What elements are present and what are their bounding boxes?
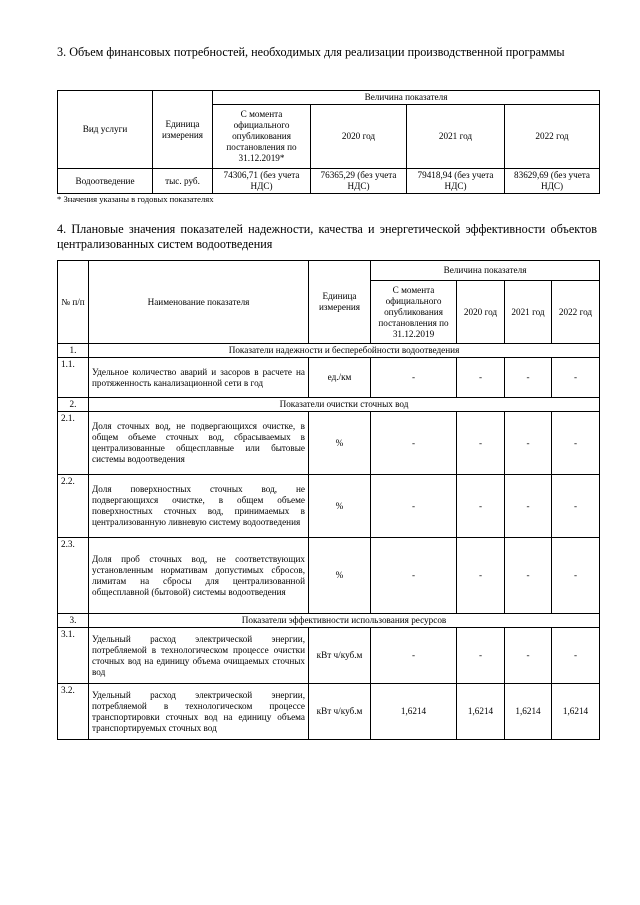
header-name: Наименование показателя bbox=[89, 261, 309, 344]
header-service: Вид услуги bbox=[58, 91, 153, 169]
row-2020: - bbox=[457, 412, 505, 475]
row-unit: % bbox=[309, 475, 371, 538]
header-since: С момента официального опубликования постановления по 31.12.2019 bbox=[371, 281, 457, 344]
row-2020: - bbox=[457, 538, 505, 614]
row-name: Доля поверхностных сточных вод, не подвергающихся очистке, в общем объеме поверхностных сточных вод, принимаемых в централизованную ливневую систему водоотведения bbox=[89, 475, 309, 538]
section3-title: 3. Объем финансовых потребностей, необходимых для реализации производственной программы bbox=[57, 45, 565, 59]
header-indicator: Величина показателя bbox=[371, 261, 600, 281]
header-indicator: Величина показателя bbox=[213, 91, 600, 105]
row-num: 2.3. bbox=[58, 538, 89, 614]
row-2021: - bbox=[505, 412, 552, 475]
table-row bbox=[58, 169, 600, 194]
table-row bbox=[58, 358, 600, 398]
footnote: * Значения указаны в годовых показателях bbox=[57, 194, 214, 204]
row-name: Удельный расход электрической энергии, потребляемой в технологическом процессе транспортировки сточных вод на единицу объема транспортируемых сточных вод bbox=[89, 684, 309, 740]
table-row bbox=[58, 412, 600, 475]
row-2021: - bbox=[505, 358, 552, 398]
row-num: 3.1. bbox=[58, 628, 89, 684]
group-num: 2. bbox=[58, 398, 89, 412]
group-num: 3. bbox=[58, 614, 89, 628]
row-name: Удельное количество аварий и засоров в расчете на протяженность канализационной сети в год bbox=[89, 358, 309, 398]
row-2022: 1,6214 bbox=[552, 684, 600, 740]
table-row bbox=[58, 538, 600, 614]
table-row bbox=[58, 684, 600, 740]
group-row bbox=[58, 614, 600, 628]
row-since: - bbox=[371, 538, 457, 614]
group-row bbox=[58, 344, 600, 358]
row-num: 3.2. bbox=[58, 684, 89, 740]
row-2020: - bbox=[457, 628, 505, 684]
section4-title: 4. Плановые значения показателей надежности, качества и энергетической эффективности объектов централизованных систем водоотведения bbox=[57, 222, 597, 251]
header-2020: 2020 год bbox=[311, 105, 407, 169]
row-2020: 1,6214 bbox=[457, 684, 505, 740]
row-since: - bbox=[371, 412, 457, 475]
header-2022: 2022 год bbox=[552, 281, 600, 344]
row-unit: % bbox=[309, 412, 371, 475]
indicators-table bbox=[57, 260, 600, 740]
row-num: 1.1. bbox=[58, 358, 89, 398]
row-name: Удельный расход электрической энергии, потребляемой в технологическом процессе очистки сточных вод на единицу объема очищаемых сточных вод bbox=[89, 628, 309, 684]
cell-unit: тыс. руб. bbox=[153, 169, 213, 194]
table-row bbox=[58, 628, 600, 684]
row-2022: - bbox=[552, 538, 600, 614]
cell-service: Водоотведение bbox=[58, 169, 153, 194]
row-2022: - bbox=[552, 475, 600, 538]
row-2021: - bbox=[505, 475, 552, 538]
row-2021: 1,6214 bbox=[505, 684, 552, 740]
cell-since: 74306,71 (без учета НДС) bbox=[213, 169, 311, 194]
row-name: Доля проб сточных вод, не соответствующих установленным нормативам допустимых сбросов, лимитам на сбросы для централизованной общесплавной (бытовой) системы водоотведения bbox=[89, 538, 309, 614]
header-num: № п/п bbox=[58, 261, 89, 344]
row-2022: - bbox=[552, 358, 600, 398]
header-2021: 2021 год bbox=[505, 281, 552, 344]
row-since: - bbox=[371, 475, 457, 538]
group-title: Показатели эффективности использования ресурсов bbox=[89, 614, 600, 628]
row-num: 2.2. bbox=[58, 475, 89, 538]
header-2021: 2021 год bbox=[407, 105, 505, 169]
row-num: 2.1. bbox=[58, 412, 89, 475]
group-row bbox=[58, 398, 600, 412]
header-unit: Единица измерения bbox=[153, 91, 213, 169]
row-since: 1,6214 bbox=[371, 684, 457, 740]
row-2020: - bbox=[457, 358, 505, 398]
row-2021: - bbox=[505, 628, 552, 684]
group-title: Показатели надежности и бесперебойности водоотведения bbox=[89, 344, 600, 358]
header-since: С момента официального опубликования постановления по 31.12.2019* bbox=[213, 105, 311, 169]
row-unit: кВт ч/куб.м bbox=[309, 684, 371, 740]
group-title: Показатели очистки сточных вод bbox=[89, 398, 600, 412]
row-2022: - bbox=[552, 628, 600, 684]
cell-2021: 79418,94 (без учета НДС) bbox=[407, 169, 505, 194]
row-2022: - bbox=[552, 412, 600, 475]
table-row bbox=[58, 475, 600, 538]
row-unit: кВт ч/куб.м bbox=[309, 628, 371, 684]
row-2020: - bbox=[457, 475, 505, 538]
cell-2022: 83629,69 (без учета НДС) bbox=[505, 169, 600, 194]
header-2020: 2020 год bbox=[457, 281, 505, 344]
group-num: 1. bbox=[58, 344, 89, 358]
row-unit: ед./км bbox=[309, 358, 371, 398]
header-2022: 2022 год bbox=[505, 105, 600, 169]
row-name: Доля сточных вод, не подвергающихся очистке, в общем объеме сточных вод, сбрасываемых в централизованные общесплавные или бытовые системы водоотведения bbox=[89, 412, 309, 475]
row-since: - bbox=[371, 358, 457, 398]
row-unit: % bbox=[309, 538, 371, 614]
header-unit: Единица измерения bbox=[309, 261, 371, 344]
row-2021: - bbox=[505, 538, 552, 614]
cell-2020: 76365,29 (без учета НДС) bbox=[311, 169, 407, 194]
row-since: - bbox=[371, 628, 457, 684]
financial-needs-table bbox=[57, 90, 600, 194]
